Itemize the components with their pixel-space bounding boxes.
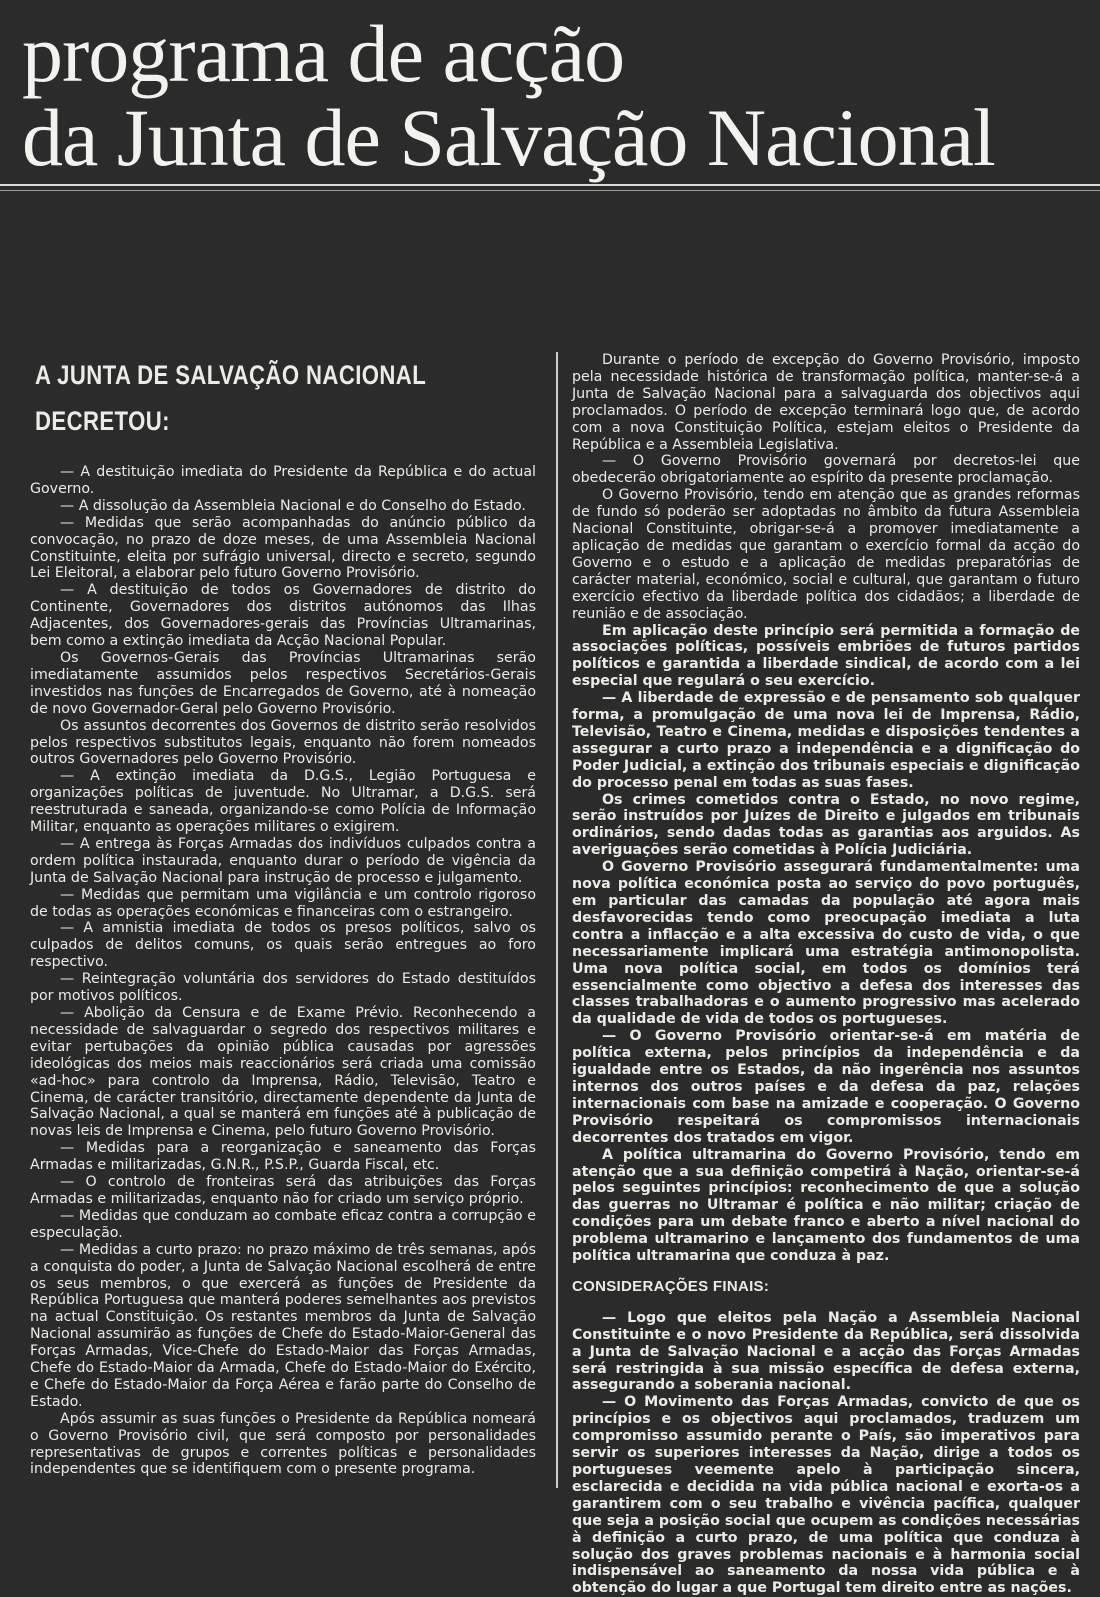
paragraph: — A liberdade de expressão e de pensamento sob qualquer forma, a promulgação de uma nova lei de Imprensa, Rádio, Televisão, Teatro e Cinema, medidas e disposições tendentes a assegurar a curto prazo a independência e a dignificação do Poder Judicial, a extinção dos tribunais especiais e dignificação do processo penal em todas as suas fases. [572, 690, 1080, 791]
headline-line-2: da Junta de Salvação Nacional [22, 92, 995, 183]
column-divider [556, 352, 558, 1488]
paragraph: Em aplicação deste princípio será permitida a formação de associações políticas, possíveis embriões de futuros partidos políticos e garantida a liberdade sindical, de acordo com a lei especial que regulará o seu exercício. [572, 622, 1080, 690]
paragraph: — O Movimento das Forças Armadas, convicto de que os princípios e os objectivos aqui proclamados, traduzem um compromisso assumido perante o País, são imperativos para servir os superiores interesses da Nação, dirige a todos os portugueses veemente apelo à participação sincera, esclarecida e decidida na vida pública nacional e exorta-os a garantirem com o seu trabalho e vivência pacífica, qualquer que seja a posição social que ocupem as condições necessárias à definição a curto prazo, de uma política que conduza à solução dos graves problemas nacionais e à harmonia social indispensável ao saneamento da nossa vida pública e à obtenção do lugar a que Portugal tem direito entre as nações. [572, 1394, 1080, 1597]
subheading-final-considerations: CONSIDERAÇÕES FINAIS: [572, 1277, 770, 1295]
paragraph: Os assuntos decorrentes dos Governos de distrito serão resolvidos pelos respectivos substitutos legais, enquanto não forem nomeados outros Governadores pelo Governo Provisório. [30, 717, 536, 768]
paragraph: — A entrega às Forças Armadas dos indivíduos culpados contra a ordem política instaurada, enquanto durar o período de vigência da Junta de Salvação Nacional para instrução de processo e julgamento. [30, 835, 536, 886]
paragraph: — A amnistia imediata de todos os presos políticos, salvo os culpados de delitos comuns, os quais serão entregues ao foro respectivo. [30, 920, 536, 971]
paragraph: — Medidas que permitam uma vigilância e um controlo rigoroso de todas as operações económicas e financeiras com o estrangeiro. [30, 886, 536, 920]
paragraph: — Medidas que conduzam ao combate eficaz contra a corrupção e especulação. [30, 1207, 536, 1241]
section-heading-line-1: A JUNTA DE SALVAÇÃO NACIONAL [35, 360, 427, 390]
paragraph: — Abolição da Censura e de Exame Prévio. Reconhecendo a necessidade de salvaguardar o segredo dos respectivos militares e evitar pertubações da opinião pública causadas por agressões ideológicas dos meios mais reaccionários será criada uma comissão «ad-hoc» para controlo da Imprensa, Rádio, Televisão, Teatro e Cinema, de carácter transitório, directamente dependente da Junta de Salvação Nacional, a qual se manterá em funções até à publicação de novas leis de Imprensa e Cinema, pelo futuro Governo Provisório. [30, 1005, 536, 1140]
paragraph: O Governo Provisório assegurará fundamentalmente: uma nova política económica posta ao serviço do povo português, em particular das camadas da população até agora mais desfavorecidas tendo como preocupação imediata a luta contra a inflacção e a alta excessiva do custo de vida, o que necessariamente implicará uma estratégia antimonopolista. Uma nova política social, em todos os domínios terá essencialmente como objectivo a defesa dos interesses das classes trabalhadoras e o aumento progressivo mas acelerado da qualidade de vida de todos os portugueses. [572, 859, 1080, 1028]
paragraph: Após assumir as suas funções o Presidente da República nomeará o Governo Provisório civil, que será composto por personalidades representativas de grupos e correntes políticas e personalidades independentes que se identifiquem com o presente programa. [30, 1410, 536, 1478]
paragraph: Os Governos-Gerais das Províncias Ultramarinas serão imediatamente assumidos pelos respectivos Secretários-Gerais investidos nas funções de Encarregados de Governo, até à nomeação de novo Governador-Geral pelo Governo Provisório. [30, 649, 536, 717]
paragraph: — O controlo de fronteiras será das atribuições das Forças Armadas e militarizadas, enquanto não for criado um serviço próprio. [30, 1174, 536, 1207]
headline-rule [0, 184, 1100, 186]
paragraph: O Governo Provisório, tendo em atenção que as grandes reformas de fundo só poderão ser adoptadas no âmbito da futura Assembleia Nacional Constituinte, obrigar-se-á a promover imediatamente a aplicação de medidas que garantam o exercício formal da acção do Governo e o estudo e a aplicação de medidas preparatórias de carácter material, económico, social e cultural, que garantam o futuro exercício efectivo da liberdade política dos cidadãos; a liberdade de reunião e de associação. [572, 487, 1080, 622]
paragraph: — A destituição imediata do Presidente da República e do actual Governo. [30, 464, 536, 497]
headline-line-1: programa de acção [22, 8, 625, 99]
paragraph: — A dissolução da Assembleia Nacional e do Conselho do Estado. [60, 497, 526, 514]
section-heading [35, 352, 446, 444]
paragraph: Os crimes cometidos contra o Estado, no novo regime, serão instruídos por Juízes de Direito e julgados em tribunais ordinários, sendo dadas todas as garantias aos arguidos. As averiguações serão cometidas à Polícia Judiciária. [572, 791, 1080, 859]
paragraph: — Reintegração voluntária dos servidores do Estado destituídos por motivos políticos. [30, 971, 536, 1005]
paragraph: — O Governo Provisório governará por decretos-lei que obedecerão obrigatoriamente ao espírito da presente proclamação. [572, 453, 1080, 487]
paragraph: — Medidas que serão acompanhadas do anúncio público da convocação, no prazo de doze meses, de uma Assembleia Nacional Constituinte, eleita por sufrágio universal, directo e secreto, segundo Lei Eleitoral, a elaborar pelo futuro Governo Provisório. [30, 514, 536, 582]
page-headline [22, 8, 1082, 183]
left-column [30, 352, 536, 1478]
paragraph: — A destituição de todos os Governadores de distrito do Continente, Governadores dos distritos autónomos das Ilhas Adjacentes, dos Governadores-gerais das Províncias Ultramarinas, bem como a extinção imediata da Acção Nacional Popular. [30, 582, 536, 650]
paragraph: — O Governo Provisório orientar-se-á em matéria de política externa, pelos princípios da independência e da igualdade entre os Estados, da não ingerência nos assuntos internos dos outros países e da defesa da paz, relações internacionais com base na amizade e cooperação. O Governo Provisório respeitará os compromissos internacionais decorrentes dos tratados em vigor. [572, 1028, 1080, 1146]
paragraph: — Medidas para a reorganização e saneamento das Forças Armadas e militarizadas, G.N.R., P.S.P., Guarda Fiscal, etc. [30, 1140, 536, 1174]
section-heading-line-2: DECRETOU: [35, 406, 170, 436]
paragraph: — A extinção imediata da D.G.S., Legião Portuguesa e organizações políticas de juventude. No Ultramar, a D.G.S. será reestruturada e saneada, organizando-se como Polícia de Informação Militar, enquanto as operações militares o exigirem. [30, 768, 536, 836]
paragraph: — Medidas a curto prazo: no prazo máximo de três semanas, após a conquista do poder, a Junta de Salvação Nacional escolherá de entre os seus membros, o que exercerá as funções de Presidente da República Portuguesa que manterá poderes semelhantes aos previstos na actual Constituição. Os restantes membros da Junta de Salvação Nacional assumirão as funções de Chefe do Estado-Maior-General das Forças Armadas, Vice-Chefe do Estado-Maior das Forças Armadas, Chefe do Estado-Maior da Armada, Chefe do Estado-Maior do Exército, e Chefe do Estado-Maior da Força Aérea e farão parte do Conselho de Estado. [30, 1241, 536, 1410]
paragraph: A política ultramarina do Governo Provisório, tendo em atenção que a sua definição competirá à Nação, orientar-se-á pelos seguintes princípios: reconhecimento de que a solução das guerras no Ultramar é política e não militar; criação de condições para um debate franco e aberto a nível nacional do problema ultramarino e lançamento dos fundamentos de uma política ultramarina que conduza à paz. [572, 1146, 1080, 1265]
paragraph: Durante o período de excepção do Governo Provisório, imposto pela necessidade histórica de transformação política, manter-se-á a Junta de Salvação Nacional para a salvaguarda dos objectivos aqui proclamados. O período de excepção terminará logo que, de acordo com a nova Constituição Política, estejam eleitos o Presidente da República e a Assembleia Legislativa. [572, 352, 1080, 453]
headline-rule-thin [0, 190, 1100, 191]
paragraph: — Logo que eleitos pela Nação a Assembleia Nacional Constituinte e o novo Presidente da República, será dissolvida a Junta de Salvação Nacional e a acção das Forças Armadas será restringida à sua missão específica de defesa externa, assegurando a soberania nacional. [572, 1309, 1080, 1394]
right-column [572, 352, 1080, 1597]
